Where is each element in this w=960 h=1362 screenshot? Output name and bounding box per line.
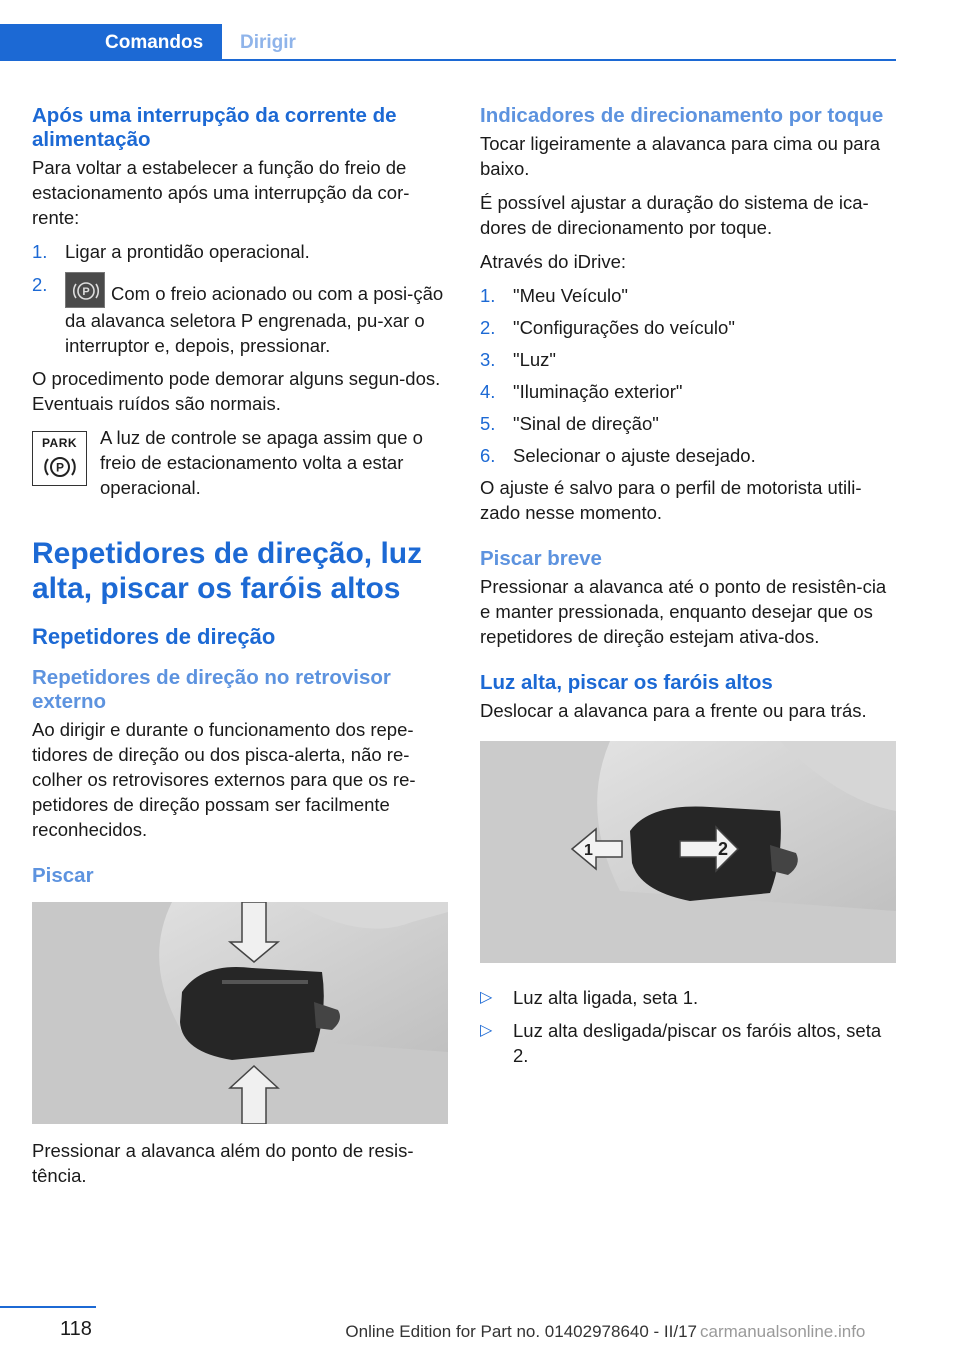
heading-high-beam: Luz alta, piscar os faróis altos — [480, 671, 773, 694]
step-text: "Meu Veículo" — [513, 285, 628, 306]
park-indicator-icon — [32, 431, 87, 486]
paragraph-brief: Pressionar a alavanca até o ponto de resistên-cia e manter pressionada, enquanto desejar que os repetidores de direção estejam ativa-dos. — [480, 576, 887, 647]
step-text: Ligar a prontidão operacional. — [65, 241, 310, 262]
tab-dirigir[interactable]: Dirigir — [240, 32, 296, 53]
svg-text:P: P — [55, 460, 65, 475]
restore-steps — [32, 239, 448, 358]
triangle-bullet-icon: ▷ — [480, 989, 493, 1006]
parking-brake-switch-icon — [65, 272, 105, 308]
paragraph-saved: O ajuste é salvo para o perfil de motorista utili-zado nesse momento. — [480, 477, 862, 523]
header-divider — [222, 59, 896, 61]
step-number: 5. — [480, 413, 496, 434]
step-number: 2. — [480, 317, 496, 338]
edition-text: Online Edition for Part no. 01402978640 - II/17 — [345, 1322, 697, 1341]
step-number: 4. — [480, 381, 496, 402]
paragraph-procedure: O procedimento pode demorar alguns segun-dos. Eventuais ruídos são normais. — [32, 368, 441, 414]
tab-comandos[interactable] — [0, 24, 222, 61]
high-beam-bullets — [480, 985, 896, 1068]
heading-turn-signals: Repetidores de direção — [32, 624, 276, 649]
step-number: 6. — [480, 445, 496, 466]
paragraph-mirror: Ao dirigir e durante o funcionamento dos repe-tidores de direção ou dos pisca-alerta, não re-colher os retrovisores externos para que os re-petidores de direção possam ser facilmente reconhecidos. — [32, 719, 416, 840]
step-text: "Iluminação exterior" — [513, 381, 683, 402]
step-text: "Sinal de direção" — [513, 413, 659, 434]
paragraph-touch-2: É possível ajustar a duração do sistema de ica-dores de direcionamento por toque. — [480, 192, 869, 238]
list-item — [480, 347, 896, 372]
step-number: 2. — [32, 274, 48, 295]
paragraph-high-beam: Deslocar a alavanca para a frente ou para trás. — [480, 700, 867, 721]
arrow-2-label: 2 — [718, 839, 729, 859]
paragraph-touch-1: Tocar ligeiramente a alavanca para cima ou para baixo. — [480, 133, 881, 179]
list-item — [480, 379, 896, 404]
footer-divider — [0, 1306, 96, 1308]
list-item — [480, 283, 896, 308]
header-tabs — [0, 0, 896, 62]
triangle-bullet-icon: ▷ — [480, 1022, 493, 1039]
list-item — [480, 411, 896, 436]
heading-brief-blink: Piscar breve — [480, 547, 602, 570]
paragraph-idrive: Através do iDrive: — [480, 251, 626, 272]
tab-comandos-label: Comandos — [105, 32, 204, 53]
step-text: Com o freio acionado ou com a posi-ção da alavanca seletora P engrenada, pu-xar o interruptor e, depois, pressionar. — [65, 283, 444, 356]
page-number: 118 — [60, 1318, 92, 1340]
step-number: 1. — [32, 241, 48, 262]
list-item — [32, 239, 448, 264]
step-number: 3. — [480, 349, 496, 370]
park-icon-text: PARK — [41, 436, 78, 450]
page-title: Repetidores de direção, luz alta, piscar os faróis altos — [32, 537, 423, 605]
svg-text:P: P — [82, 286, 90, 298]
idrive-menu-steps — [480, 283, 896, 468]
left-column — [32, 104, 448, 1197]
paragraph-restore: Para voltar a estabelecer a função do freio de estacionamento após uma interrupção da cor-rente: — [32, 157, 410, 228]
list-item — [480, 985, 896, 1010]
watermark-text: carmanualsonline.info — [700, 1322, 866, 1341]
paragraph-blink: Pressionar a alavanca além do ponto de resis-tência. — [32, 1140, 414, 1186]
heading-touch-signals: Indicadores de direcionamento por toque — [480, 104, 884, 127]
park-note — [32, 425, 448, 500]
bullet-text: Luz alta ligada, seta 1. — [513, 987, 699, 1008]
step-text: "Configurações do veículo" — [513, 317, 735, 338]
arrow-1-label: 1 — [584, 842, 593, 859]
list-item — [480, 315, 896, 340]
step-text: Selecionar o ajuste desejado. — [513, 445, 756, 466]
heading-blink: Piscar — [32, 864, 94, 887]
lever-up-down-image — [32, 902, 448, 1124]
heading-mirror-signals: Repetidores de direção no retrovisor externo — [32, 666, 391, 713]
right-column — [480, 104, 896, 1076]
list-item — [32, 272, 448, 358]
list-item — [480, 1018, 896, 1068]
bullet-text: Luz alta desligada/piscar os faróis altos, seta 2. — [513, 1020, 882, 1066]
heading-after-power-interruption: Após uma interrupção da corrente de alimentação — [32, 104, 397, 151]
note-text: A luz de controle se apaga assim que o freio de estacionamento volta a estar operacional. — [100, 427, 423, 498]
lever-forward-back-image — [480, 741, 896, 963]
step-number: 1. — [480, 285, 496, 306]
list-item — [480, 443, 896, 468]
step-text: "Luz" — [513, 349, 556, 370]
